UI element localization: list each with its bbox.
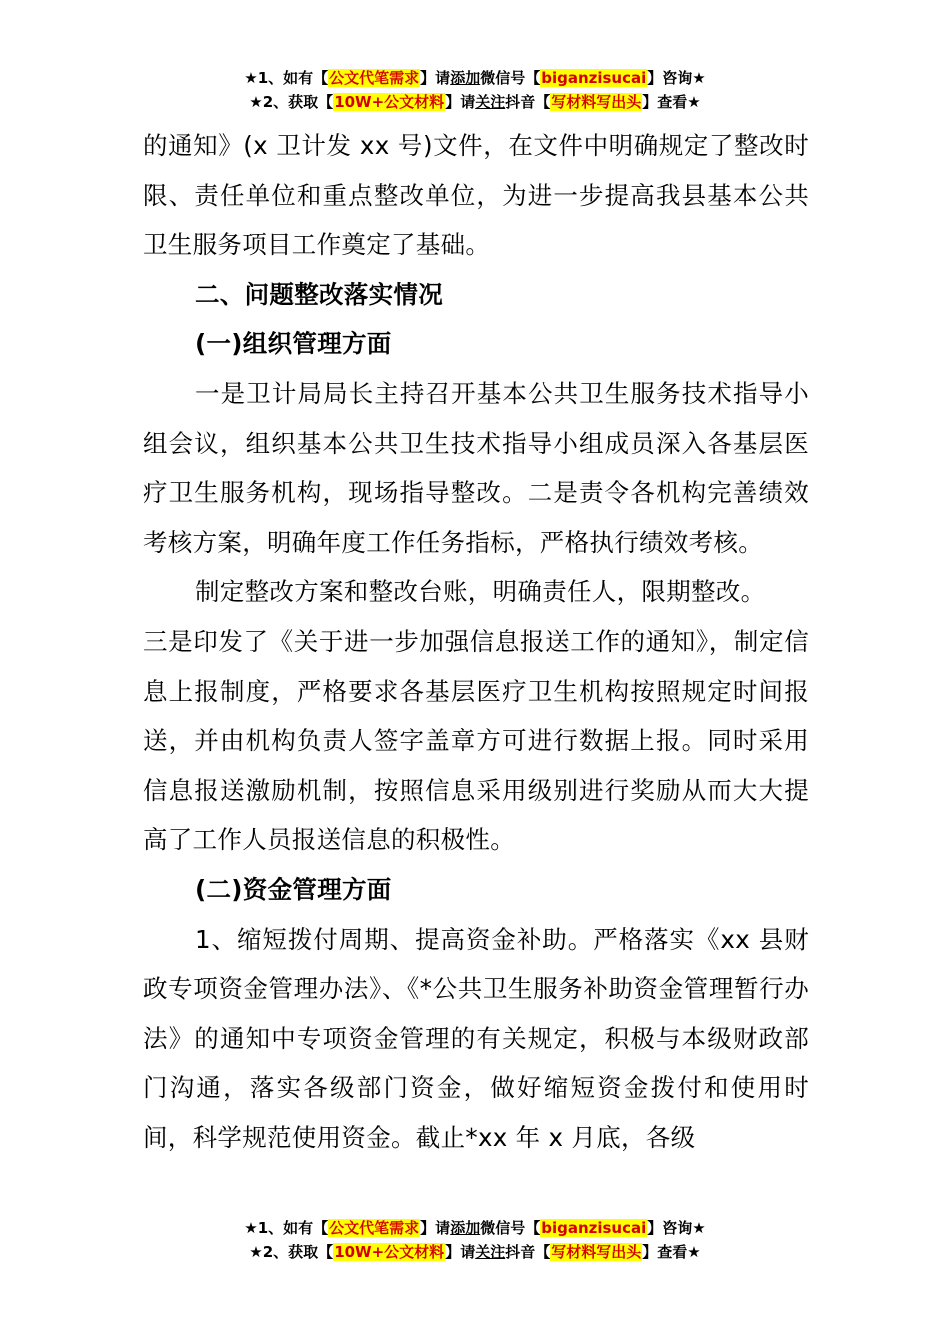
highlight-wechat-id: biganzisucai: [541, 69, 647, 87]
document-body: [143, 121, 809, 1162]
paragraph: 的通知》(x 卫计发 xx 号)文件，在文件中明确规定了整改时限、责任单位和重点整改单位，为进一步提高我县基本公共卫生服务项目工作奠定了基础。: [143, 131, 809, 260]
highlight-douyin-account: 写材料写出头: [551, 93, 642, 111]
subsection-heading: (一)组织管理方面: [195, 329, 392, 359]
highlight-douyin-account: 写材料写出头: [551, 1243, 642, 1261]
banner-line-1: ★1、如有【公文代笔需求】请添加微信号【biganzisucai】咨询★: [244, 69, 706, 87]
paragraph: 制定整改方案和整改台账，明确责任人，限期整改。: [195, 577, 766, 607]
paragraph: 1、缩短拨付周期、提高资金补助。严格落实《xx 县财政专项资金管理办法》、《*公共卫生服务补助资金管理暂行办法》的通知中专项资金管理的有关规定，积极与本级财政部门沟通，落实各级部门资金，做好缩短资金拨付和使用时间，科学规范使用资金。截止*xx 年 x 月底，各级: [143, 924, 809, 1152]
highlight-wechat-id: biganzisucai: [541, 1219, 647, 1237]
highlight-service: 公文代笔需求: [329, 69, 420, 87]
highlight-service: 公文代笔需求: [329, 1219, 420, 1237]
paragraph: 三是印发了《关于进一步加强信息报送工作的通知》，制定信息上报制度，严格要求各基层医疗卫生机构按照规定时间报送，并由机构负责人签字盖章方可进行数据上报。同时采用信息报送激励机制，按照信息采用级别进行奖励从而大大提高了工作人员报送信息的积极性。: [143, 626, 809, 855]
highlight-materials: 10W+公文材料: [334, 93, 445, 111]
paragraph: 一是卫计局局长主持召开基本公共卫生服务技术指导小组会议，组织基本公共卫生技术指导小组成员深入各基层医疗卫生服务机构，现场指导整改。二是责令各机构完善绩效考核方案，明确年度工作任务指标，严格执行绩效考核。: [143, 378, 809, 557]
section-heading: 二、问题整改落实情况: [195, 279, 443, 309]
banner-line-2: ★2、获取【10W+公文材料】请关注抖音【写材料写出头】查看★: [249, 93, 701, 111]
banner-line-2: ★2、获取【10W+公文材料】请关注抖音【写材料写出头】查看★: [249, 1243, 701, 1261]
subsection-heading: (二)资金管理方面: [195, 874, 392, 904]
banner-line-1: ★1、如有【公文代笔需求】请添加微信号【biganzisucai】咨询★: [244, 1219, 706, 1237]
highlight-materials: 10W+公文材料: [334, 1243, 445, 1261]
top-banner: [0, 66, 950, 114]
bottom-banner: [0, 1216, 950, 1264]
